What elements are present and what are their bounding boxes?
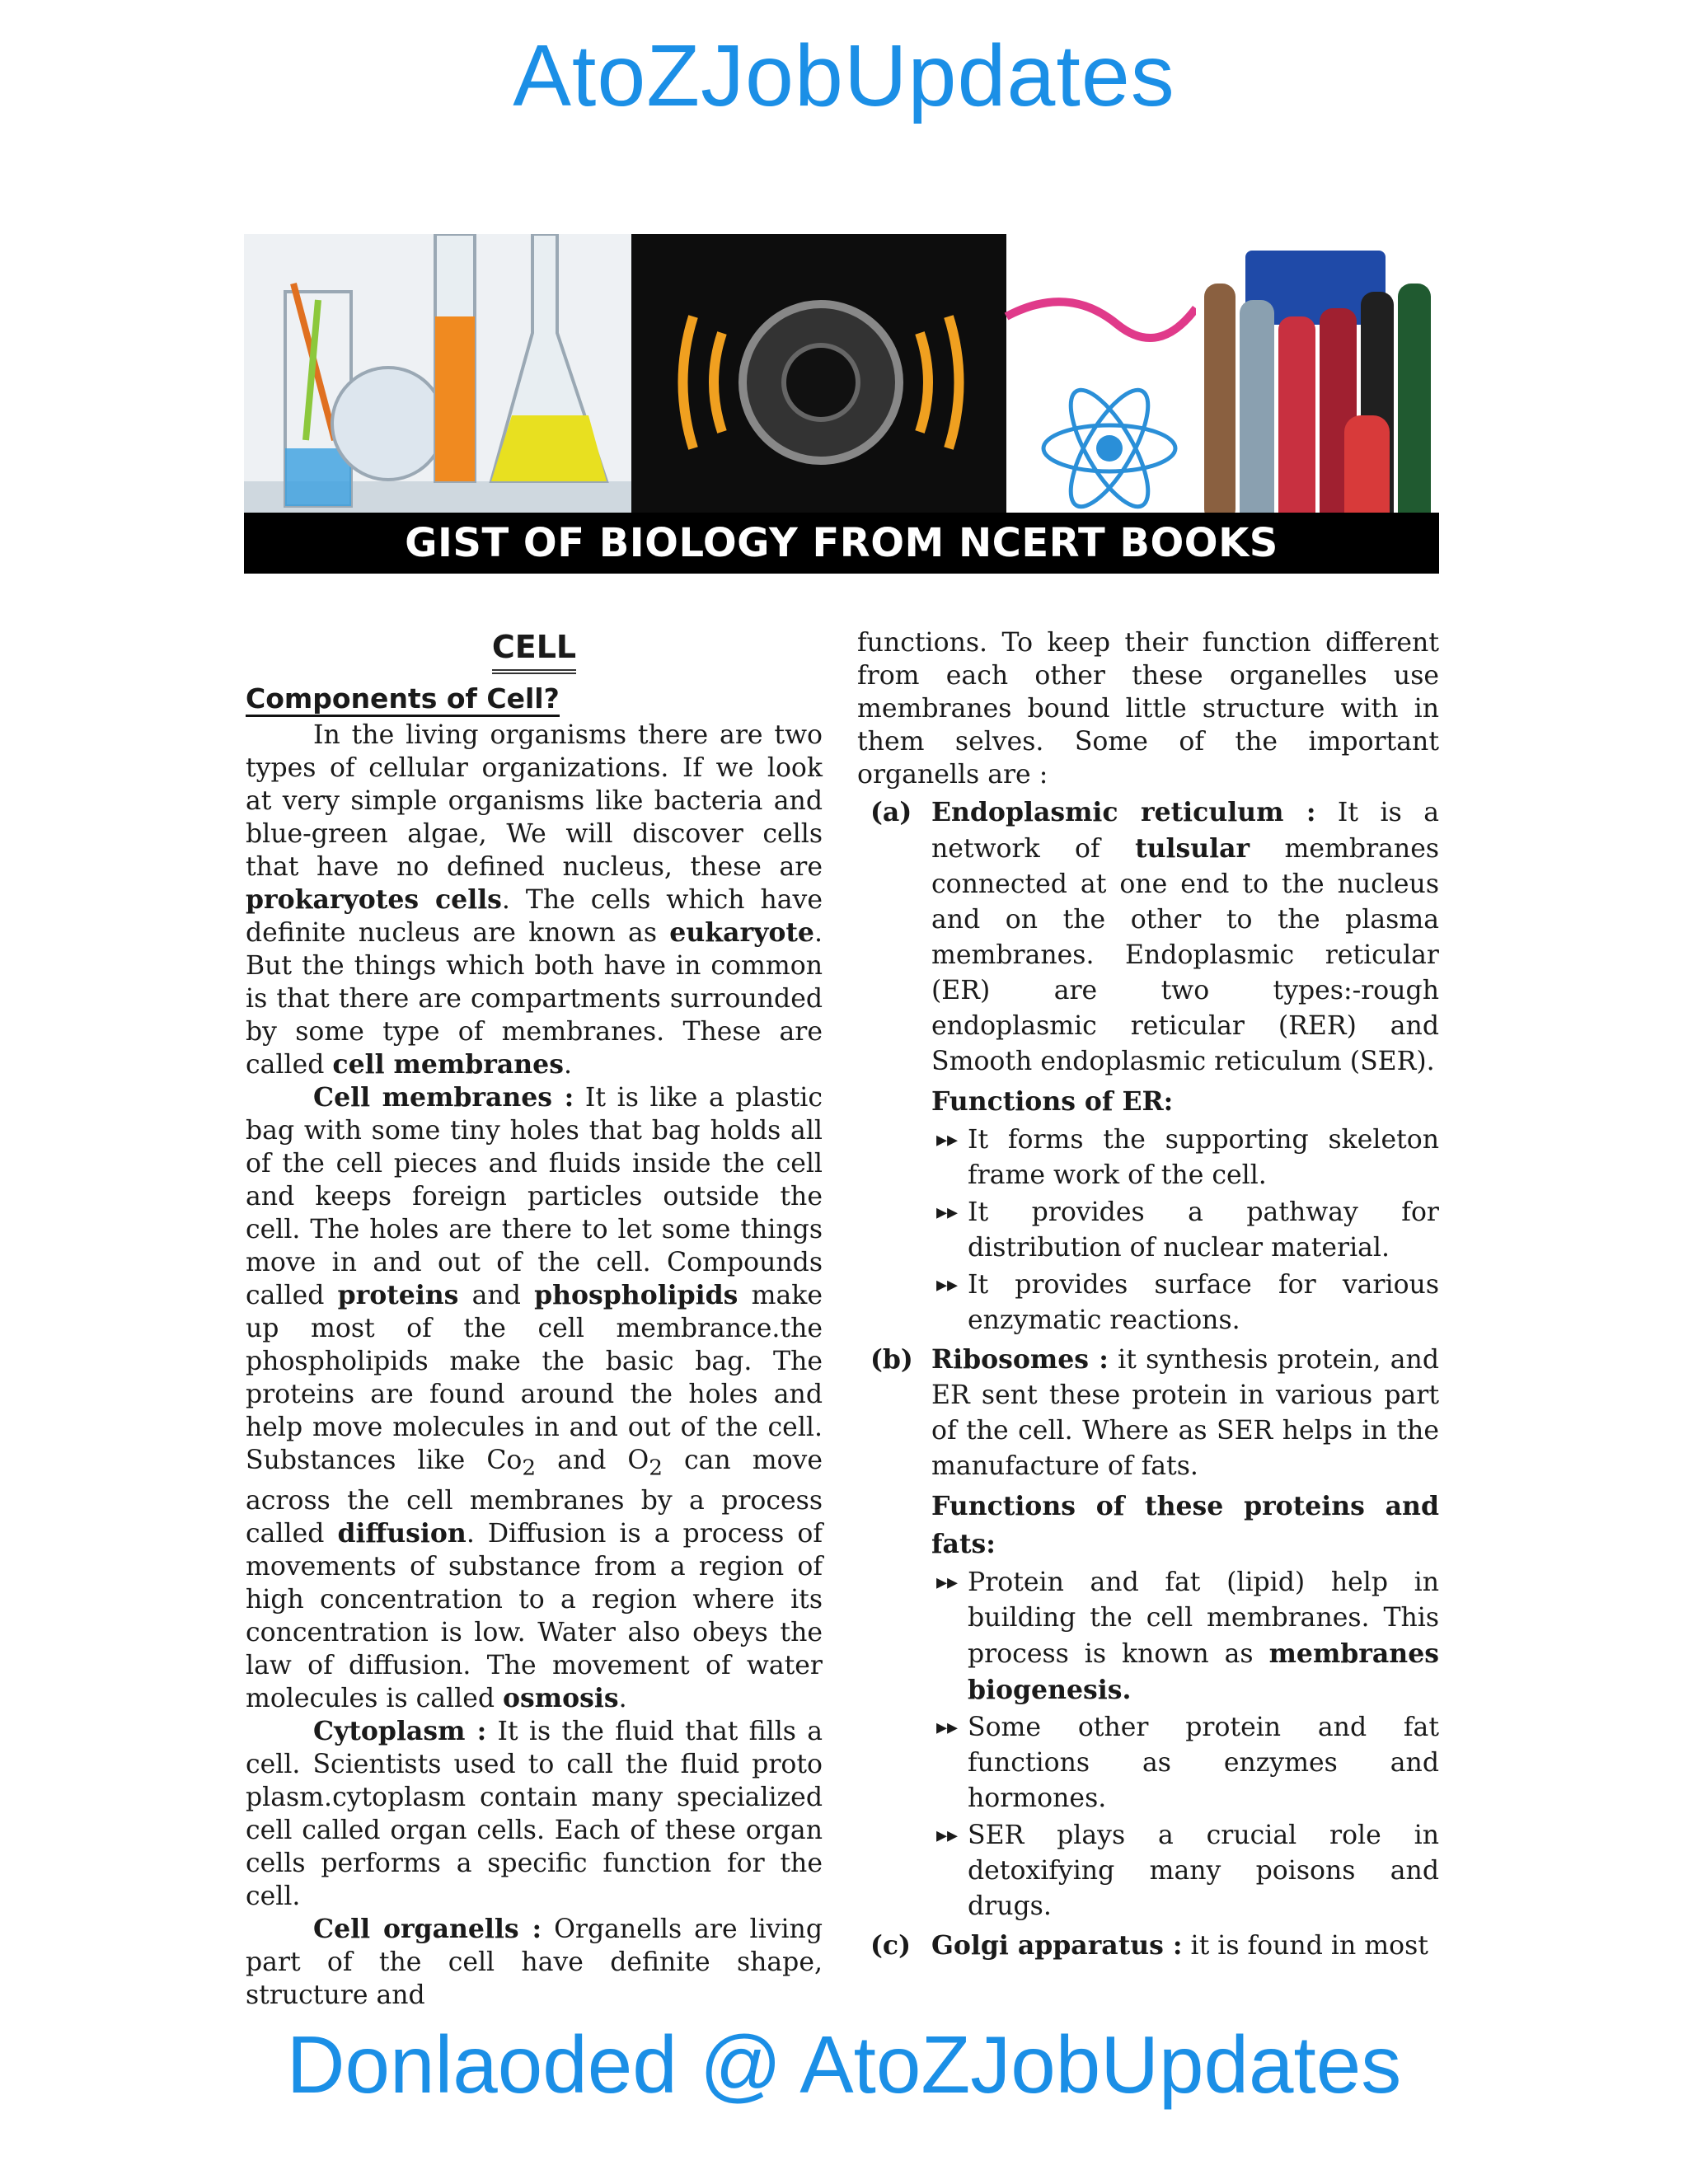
- paragraph-organelles-intro: functions. To keep their function different from each other these organelles use membranes bound little structure with in them selves. Some of the important organells are :: [857, 628, 1439, 790]
- watermark-top: AtoZJobUpdates: [513, 27, 1175, 124]
- watermark-bottom: Donlaoded @ AtoZJobUpdates: [286, 2019, 1402, 2110]
- double-triangle-arrow-icon: ▸▸: [936, 1200, 959, 1225]
- paragraph-cell-types: In the living organisms there are two types of cellular organizations. If we look at very simple organisms like bacteria and blue-green algae, We will discover cells that have no defined nucleus, these are prokaryotes cells. The cells which have definite nucleus are known as eukaryote. But the things which both have in common is that there are compartments surrounded by some type of membranes. These are called cell membranes.: [246, 720, 823, 1080]
- functions-of-proteins-heading: Functions of these proteins and fats:: [931, 1491, 1439, 1559]
- double-triangle-arrow-icon: ▸▸: [936, 1570, 959, 1595]
- left-column: [246, 626, 823, 2012]
- functions-of-er-heading: Functions of ER:: [931, 1086, 1174, 1117]
- item-label: (c): [870, 1930, 911, 1961]
- list-item-endoplasmic-reticulum: (a) Endoplasmic reticulum : It is a network of tulsular membranes connected at one end to the nucleus and on the other to the plasma membranes. Endoplasmic reticular (ER) are two types:-rough endoplasmic reticular (RER) and Smooth endoplasmic reticulum (SER).: [857, 794, 1439, 1080]
- list-item: ▸▸ It forms the supporting skeleton frame work of the cell.: [857, 1122, 1439, 1193]
- paragraph-cell-organells: Cell organells : Organells are living part of the cell have definite shape, structure and: [246, 1914, 823, 2011]
- list-item: ▸▸ SER plays a crucial role in detoxifying many poisons and drugs.: [857, 1818, 1439, 1924]
- list-item: ▸▸ It provides a pathway for distribution of nuclear material.: [857, 1195, 1439, 1266]
- double-triangle-arrow-icon: ▸▸: [936, 1127, 959, 1152]
- section-heading: Components of Cell?: [246, 679, 823, 719]
- item-label: (b): [870, 1344, 913, 1375]
- list-item: ▸▸ It provides surface for various enzymatic reactions.: [857, 1268, 1439, 1338]
- list-item-ribosomes: (b) Ribosomes : it synthesis protein, and ER sent these protein in various part of the cell. Where as SER helps in the manufacture of fats.: [857, 1342, 1439, 1484]
- item-label: (a): [870, 797, 912, 827]
- double-triangle-arrow-icon: ▸▸: [936, 1272, 959, 1297]
- double-triangle-arrow-icon: ▸▸: [936, 1715, 959, 1740]
- paragraph-cytoplasm: Cytoplasm : It is the fluid that fills a cell. Scientists used to call the fluid proto plasm.cytoplasm contain many specialized cell called organ cells. Each of these organ cells performs a specific function for the cell.: [246, 1716, 823, 1912]
- banner-title: GIST OF BIOLOGY FROM NCERT BOOKS: [244, 513, 1439, 574]
- list-item: ▸▸ Some other protein and fat functions as enzymes and hormones.: [857, 1710, 1439, 1816]
- double-triangle-arrow-icon: ▸▸: [936, 1823, 959, 1848]
- list-item: ▸▸ Protein and fat (lipid) help in building the cell membranes. This process is known as membranes biogenesis.: [857, 1565, 1439, 1708]
- right-column: [857, 626, 1439, 1964]
- list-item-golgi-apparatus: (c) Golgi apparatus : it is found in most: [857, 1928, 1439, 1964]
- paragraph-cell-membranes: Cell membranes : It is like a plastic bag with some tiny holes that bag holds all of the cell pieces and fluids inside the cell and keeps foreign particles outside the cell. The holes are there to let some things move in and out of the cell. Compounds called proteins and phospholipids make up most of the cell membrance.the phospholipids make the basic bag. The proteins are found around the holes and help move molecules in and out of the cell. Substances like $Co_2$ and $O_2$ can move across the cell membranes by a process called diffusion. Diffusion is a process of movements of substance from a region of high concentration to a region where its concentration is low. Water also obeys the law of diffusion. The movement of water molecules is called osmosis.: [246, 1082, 823, 1714]
- page-title: CELL: [246, 626, 823, 674]
